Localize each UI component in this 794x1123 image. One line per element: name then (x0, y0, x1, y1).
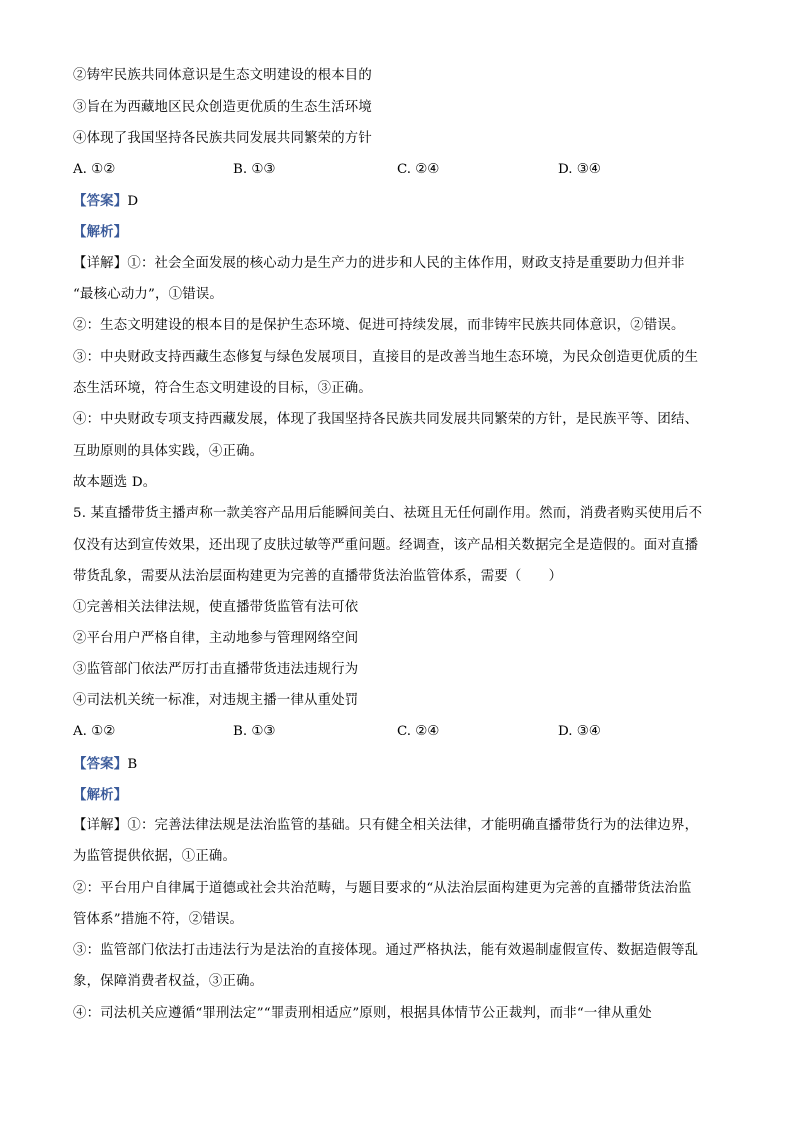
q5-detail-tag: 【详解】 (73, 818, 128, 833)
q4-detail-tag: 【详解】 (73, 256, 128, 271)
q4-option-d: D. ③④ (558, 162, 601, 177)
q4-statement-4: ④体现了我国坚持各民族共同发展共同繁荣的方针 (73, 131, 372, 146)
q5-stem-line-1: 5. 某直播带货主播声称一款美容产品用后能瞬间美白、祛斑且无任何副作用。然而，消费者购买使用后不 (73, 506, 703, 521)
q5-answer-value: B (127, 757, 138, 772)
q5-detail-line-5: ③：监管部门依法打击违法行为是法治的直接体现。通过严格执法，能有效遏制虚假宣传、数据造假等乱 (73, 943, 699, 958)
q5-option-d: D. ③④ (558, 724, 601, 739)
q5-detail-line-6: 象，保障消费者权益，③正确。 (73, 974, 264, 989)
q5-detail-text-1: ①：完善法律法规是法治监管的基础。只有健全相关法律，才能明确直播带货行为的法律边界， (127, 818, 699, 833)
q4-conclusion: 故本题选 D。 (73, 475, 157, 490)
q4-detail-line-3: ②：生态文明建设的根本目的是保护生态环境、促进可持续发展，而非铸牢民族共同体意识，②错误。 (73, 318, 685, 333)
q5-option-a: A. ①② (73, 724, 116, 739)
q5-detail-line-1 (73, 817, 698, 835)
q4-answer-value: D (127, 194, 139, 209)
q5-statement-4: ④司法机关统一标准，对违规主播一律从重处罚 (73, 693, 359, 708)
q4-detail-line-1 (73, 255, 685, 273)
q5-statement-1: ①完善相关法律法规，使直播带货监管有法可依 (73, 600, 359, 615)
q5-analysis-tag: 【解析】 (73, 787, 128, 803)
q5-option-c: C. ②④ (397, 724, 440, 739)
q5-statement-2: ②平台用户严格自律，主动地参与管理网络空间 (73, 631, 359, 646)
q5-stem-line-2: 仅没有达到宣传效果，还出现了皮肤过敏等严重问题。经调查，该产品相关数据完全是造假的。面对直播 (73, 538, 699, 553)
q4-answer-tag: 【答案】 (73, 193, 128, 209)
q4-option-b: B. ①③ (233, 162, 276, 177)
q4-detail-line-2: “最核心动力”，①错误。 (73, 287, 223, 302)
q5-option-b: B. ①③ (233, 724, 276, 739)
q5-statement-3: ③监管部门依法严厉打击直播带货违法违规行为 (73, 662, 359, 677)
q4-detail-line-5: 态生活环境，符合生态文明建设的目标，③正确。 (73, 381, 372, 396)
q5-stem-line-3: 带货乱象，需要从法治层面构建更为完善的直播带货法治监管体系，需要（ ） (73, 569, 563, 584)
q4-analysis-tag-line (73, 223, 127, 242)
q4-detail-line-6: ④：中央财政专项支持西藏发展，体现了我国坚持各民族共同发展共同繁荣的方针，是民族平等、团结、 (73, 412, 699, 427)
q5-analysis-tag-line (73, 786, 127, 805)
q4-detail-line-7: 互助原则的具体实践，④正确。 (73, 444, 264, 459)
q5-detail-line-2: 为监管提供依据，①正确。 (73, 849, 237, 864)
q4-option-a: A. ①② (73, 162, 116, 177)
q5-detail-line-3: ②：平台用户自律属于道德或社会共治范畴，与题目要求的“从法治层面构建更为完善的直播带货法治监 (73, 881, 692, 896)
q4-option-c: C. ②④ (397, 162, 440, 177)
q5-answer-tag: 【答案】 (73, 756, 128, 772)
q4-detail-text-1: ①：社会全面发展的核心动力是生产力的进步和人民的主体作用，财政支持是重要助力但并非 (127, 256, 685, 271)
q5-detail-line-4: 管体系”措施不符，②错误。 (73, 912, 244, 927)
q5-detail-line-7: ④：司法机关应遵循“罪刑法定”“罪责刑相适应”原则，根据具体情节公正裁判，而非“一律从重处 (73, 1006, 652, 1021)
q4-detail-line-4: ③：中央财政支持西藏生态修复与绿色发展项目，直接目的是改善当地生态环境，为民众创造更优质的生 (73, 350, 699, 365)
q4-statement-2: ②铸牢民族共同体意识是生态文明建设的根本目的 (73, 68, 372, 83)
q4-answer-line (73, 192, 138, 211)
q4-statement-3: ③旨在为西藏地区民众创造更优质的生态生活环境 (73, 100, 372, 115)
q4-analysis-tag: 【解析】 (73, 224, 128, 240)
q5-answer-line (73, 755, 137, 774)
